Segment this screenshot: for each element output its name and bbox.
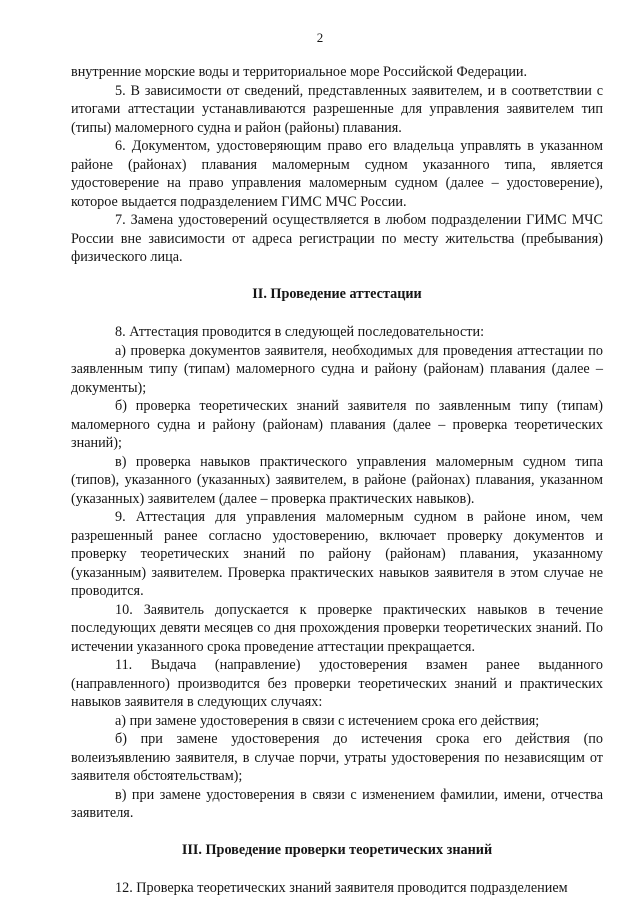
paragraph-7: 7. Замена удостоверений осуществляется в любом подразделении ГИМС МЧС России вне зависимости от адреса регистрации по месту жительства (пребывания) физического лица. <box>71 212 603 265</box>
section-heading-2: II. Проведение аттестации <box>252 285 422 302</box>
spacer <box>71 823 603 841</box>
paragraph-continuation: внутренние морские воды и территориальное море Российской Федерации. <box>71 64 528 80</box>
spacer <box>71 303 603 323</box>
paragraph-6: 6. Документом, удостоверяющим право его владельца управлять в указанном районе (районах) плавания маломерным судном указанного типа, является удостоверение на право управления маломерным судном (далее – удостоверение), которое выдается подразделением ГИМС МЧС России. <box>71 138 603 210</box>
paragraph-11b: б) при замене удостоверения до истечения срока его действия (по волеизъявлению заявителя, в случае порчи, утраты удостоверения по независящим от заявителя обстоятельствам); <box>71 731 603 784</box>
paragraph-11c: в) при замене удостоверения в связи с изменением фамилии, имени, отчества заявителя. <box>71 786 603 821</box>
paragraph-10: 10. Заявитель допускается к проверке практических навыков в течение последующих девяти месяцев со дня прохождения проверки теоретических знаний. По истечении указанного срока проведение аттестации прекращается. <box>71 601 603 655</box>
paragraph-8: 8. Аттестация проводится в следующей последовательности: <box>115 324 485 340</box>
paragraph-9: 9. Аттестация для управления маломерным судном в районе ином, чем разрешенный ранее согласно удостоверению, включает проверку документов и проверку теоретических знаний по району (районам) плавания, указанному (указанным) заявителем. Проверка практических навыков заявителя в этом случае не проводится. <box>71 509 603 599</box>
paragraph-8a: а) проверка документов заявителя, необходимых для проведения аттестации по заявленным типу (типам) маломерного судна и району (районам) плавания (далее – документы); <box>71 342 603 396</box>
paragraph-5: 5. В зависимости от сведений, представленных заявителем, и в соответствии с итогами аттестации устанавливаются разрешенные для управления заявителем тип (типы) маломерного судна и район (районы) плавания. <box>71 82 603 136</box>
spacer <box>71 267 603 285</box>
section-heading-3: III. Проведение проверки теоретических знаний <box>181 841 493 858</box>
paragraph-8c: в) проверка навыков практического управления маломерным судном типа (типов), указанного (указанных) заявителем, в районе (районах) плавания, указанном (указанных) заявителем (далее – проверка практических навыков). <box>71 453 603 507</box>
spacer <box>71 859 603 879</box>
page-number: 2 <box>316 30 324 45</box>
paragraph-8b: б) проверка теоретических знаний заявителя по заявленным типу (типам) маломерного судна и району (районам) плавания (далее – проверка теоретических знаний); <box>71 398 603 451</box>
paragraph-11: 11. Выдача (направление) удостоверения взамен ранее выданного (направленного) производится без проверки теоретических знаний и практических навыков заявителя в следующих случаях: <box>71 657 603 710</box>
paragraph-11a: а) при замене удостоверения в связи с истечением срока его действия; <box>115 712 540 729</box>
document-body <box>71 63 603 898</box>
paragraph-12: 12. Проверка теоретических знаний заявителя проводится подразделением <box>115 880 568 896</box>
